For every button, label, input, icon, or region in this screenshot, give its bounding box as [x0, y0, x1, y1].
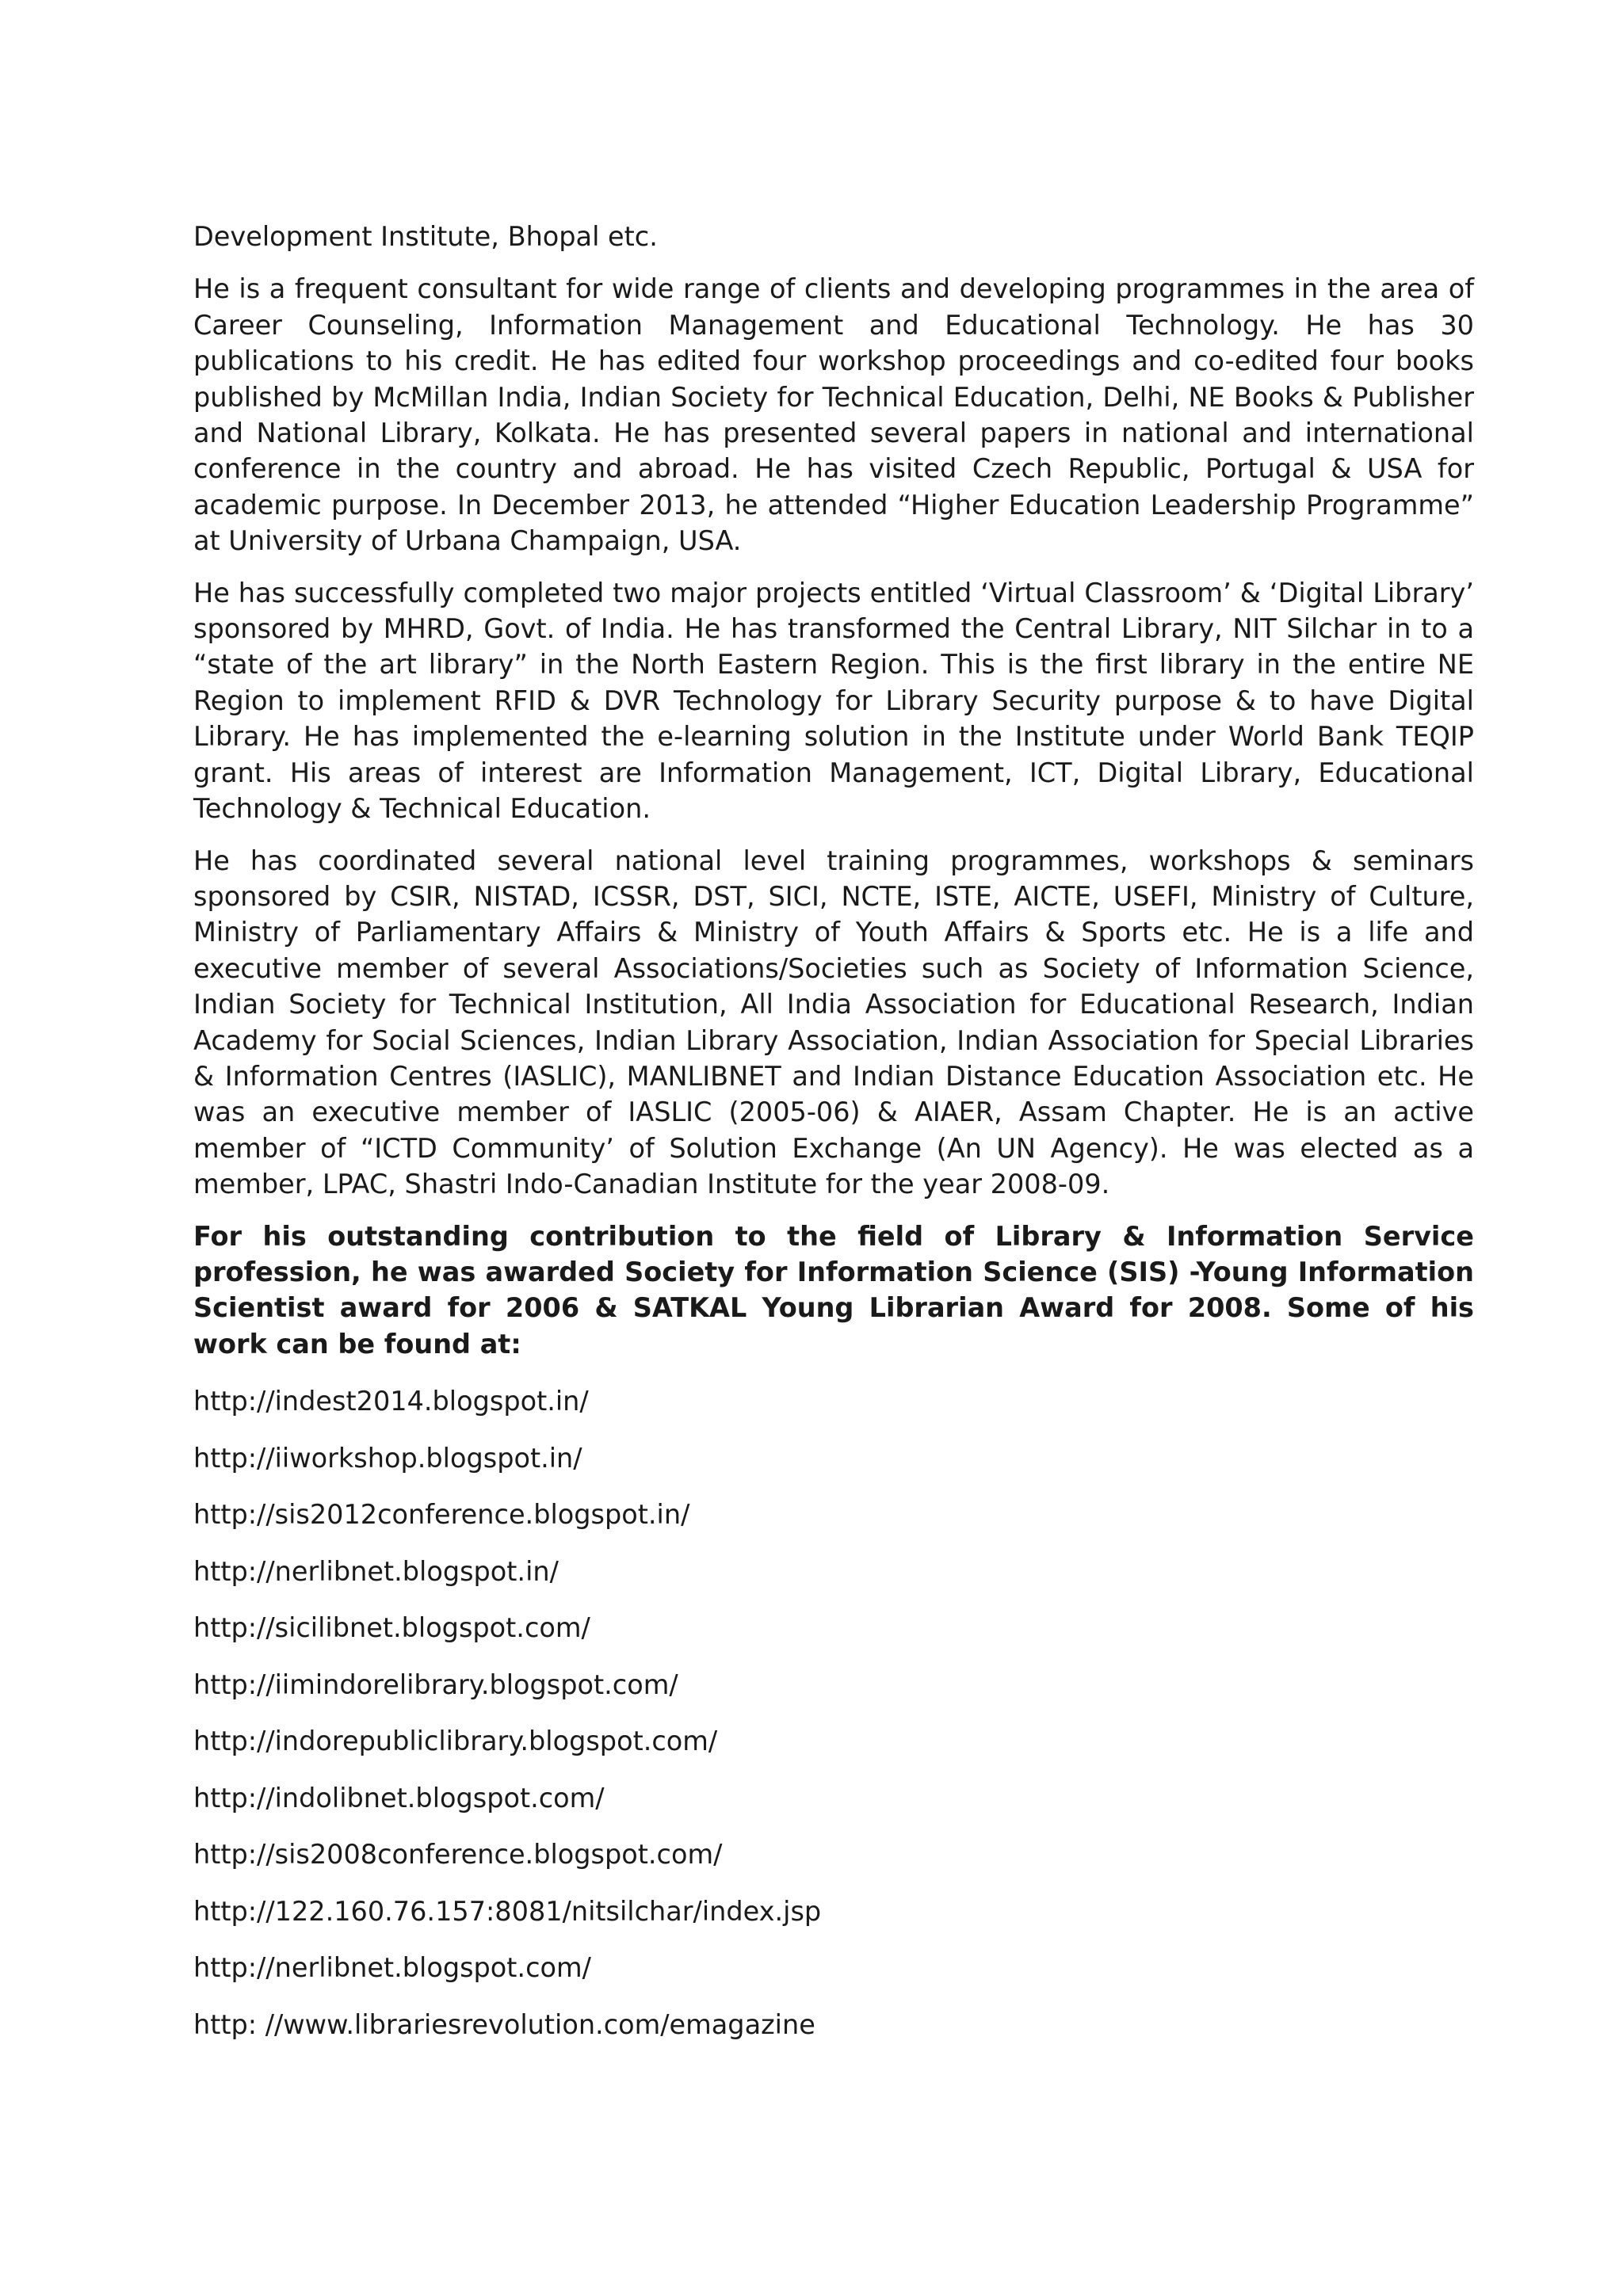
link-list	[193, 1383, 1474, 2063]
document-page	[193, 219, 1474, 2063]
paragraph-projects: He has successfully completed two major projects entitled ‘Virtual Classroom’ & ‘Digital Library’ sponsored by MHRD, Govt. of India. He has transformed the Central Library, NIT Silchar in to a “state of the art library” in the North Eastern Region. This is the first library in the entire NE Region to implement RFID & DVR Technology for Library Security purpose & to have Digital Library. He has implemented the e-learning solution in the Institute under World Bank TEQIP grant. His areas of interest are Information Management, ICT, Digital Library, Educational Technology & Technical Education.	[193, 577, 1474, 825]
link-item[interactable]: http://sis2012conference.blogspot.in/	[193, 1499, 690, 1531]
link-item[interactable]: http://indest2014.blogspot.in/	[193, 1386, 589, 1417]
link-item[interactable]: http: //www.librariesrevolution.com/emagazine	[193, 2008, 815, 2040]
paragraph-coordination: He has coordinated several national level training programmes, workshops & seminars sponsored by CSIR, NISTAD, ICSSR, DST, SICI, NCTE, ISTE, AICTE, USEFI, Ministry of Culture, Ministry of Parliamentary Affairs & Ministry of Youth Affairs & Sports etc. He is a life and executive member of several Associations/Societies such as Society of Information Science, Indian Society for Technical Institution, All India Association for Educational Research, Indian Academy for Social Sciences, Indian Library Association, Indian Association for Special Libraries & Information Centres (IASLIC), MANLIBNET and Indian Distance Education Association etc. He was an executive member of IASLIC (2005-06) & AIAER, Assam Chapter. He is an active member of “ICTD Community’ of Solution Exchange (An UN Agency). He was elected as a member, LPAC, Shastri Indo-Canadian Institute for the year 2008-09.	[193, 845, 1474, 1200]
link-item[interactable]: http://sicilibnet.blogspot.com/	[193, 1612, 590, 1644]
paragraph-consultancy: He is a frequent consultant for wide range of clients and developing programmes in the area of Career Counseling, Information Management and Educational Technology. He has 30 publications to his credit. He has edited four workshop proceedings and co-edited four books published by McMillan India, Indian Society for Technical Education, Delhi, NE Books & Publisher and National Library, Kolkata. He has presented several papers in national and international conference in the country and abroad. He has visited Czech Republic, Portugal & USA for academic purpose. In December 2013, he attended “Higher Education Leadership Programme” at University of Urbana Champaign, USA.	[193, 273, 1474, 557]
paragraph-awards: For his outstanding contribution to the field of Library & Information Service profession, he was awarded Society for Information Science (SIS) -Young Information Scientist award for 2006 & SATKAL Young Librarian Award for 2008. Some of his work can be found at:	[193, 1220, 1474, 1360]
link-item[interactable]: http://nerlibnet.blogspot.com/	[193, 1952, 591, 1984]
link-item[interactable]: http://iiworkshop.blogspot.in/	[193, 1442, 582, 1474]
continued-text: Development Institute, Bhopal etc.	[193, 221, 658, 252]
link-item[interactable]: http://indolibnet.blogspot.com/	[193, 1782, 605, 1814]
link-item[interactable]: http://iimindorelibrary.blogspot.com/	[193, 1669, 678, 1700]
link-item[interactable]: http://sis2008conference.blogspot.com/	[193, 1839, 723, 1871]
link-item[interactable]: http://nerlibnet.blogspot.in/	[193, 1555, 559, 1587]
link-item[interactable]: http://indorepubliclibrary.blogspot.com/	[193, 1726, 718, 1757]
link-item[interactable]: http://122.160.76.157:8081/nitsilchar/index.jsp	[193, 1895, 822, 1927]
